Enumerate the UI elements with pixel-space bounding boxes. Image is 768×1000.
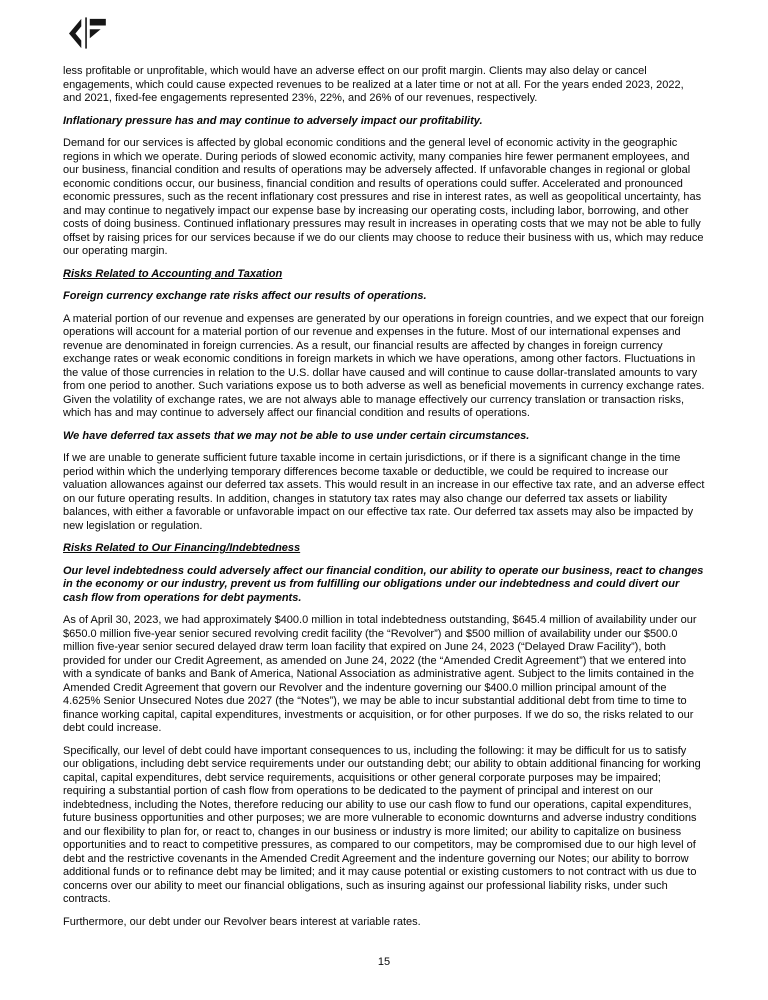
paragraph-foreign-currency: A material portion of our revenue and expenses are generated by our operations in foreign countries, and we expect that our foreign operations will account for a material portion of our revenue and expenses in the future. Most of our international expenses and revenue are denominated in foreign currencies. As a result, our financial results are affected by changes in foreign currency exchange rates or weak economic conditions in foreign markets in which we have operations, among other factors. Fluctuations in the value of those currencies in relation to the U.S. dollar have caused and will continue to cause dollar-translated amounts to vary from one period to another. Such variations expose us to both adverse as well as beneficial movements in currency exchange rates. Given the volatility of exchange rates, we are not always able to manage effectively our currency translation or transaction risks, which has and may continue to adversely affect our financial condition and results of operations. [63,312,705,419]
heading-deferred-tax-assets: We have deferred tax assets that we may not be able to use under certain circumstances. [63,429,530,442]
paragraph-demand-for-services: Demand for our services is affected by global economic conditions and the general level of economic activity in the geographic regions in which we operate. During periods of slowed economic activity, many companies hire fewer permanent employees, and our business, financial condition and results of operations may be adversely affected. If unfavorable changes in regional or global economic conditions occur, our business, financial condition and results of operations could suffer. Accelerated and pronounced economic pressures, such as the recent inflationary cost pressures and rise in interest rates, as well as geopolitical uncertainty, has and may continue to negatively impact our expense base by increasing our operating costs, including labor, borrowing, and other costs of doing business. Continued inflationary pressures may result in increases in operating costs that we may not be able to fully offset by raising prices for our services because if we do our clients may choose to reduce their business with us, which may reduce our operating margin. [63,137,704,257]
paragraph-debt-consequences: Specifically, our level of debt could have important consequences to us, including the following: it may be difficult for us to satisfy our obligations, including debt service requirements under our outstanding debt; our ability to obtain additional financing for working capital, capital expenditures, debt service requirements, acquisitions or other general corporate purposes may be impaired; requiring a substantial portion of cash flow from operations to be dedicated to the payment of principal and interest on our indebtedness, including the Notes, therefore reducing our ability to use our cash flow to fund our operations, capital expenditures, future business opportunities and other purposes; we are more vulnerable to economic downturns and adverse industry conditions and our flexibility to plan for, or react to, changes in our business or industry is more limited; our ability to capitalize on business opportunities and to react to competitive pressures, as compared to our competitors, may be compromised due to our high level of debt and the restrictive covenants in the Amended Credit Agreement and the indenture governing our Notes; our ability to borrow additional funds or to refinance debt may be limited; and it may cause potential or existing customers to not contract with us due to concerns over our ability to meet our financial obligations, such as insuring against our professional liability risks, under such contracts. [63,744,701,905]
heading-foreign-currency-risks: Foreign currency exchange rate risks affect our results of operations. [63,290,427,302]
heading-level-of-indebtedness: Our level indebtedness could adversely affect our financial condition, our ability to operate our business, react to changes in the economy or our industry, prevent us from fulfilling our obligations under our indebtedness and could divert our cash flow from operations for debt payments. [63,564,704,604]
section-heading-financing-indebtedness: Risks Related to Our Financing/Indebtedness [63,542,301,554]
paragraph-deferred-tax: If we are unable to generate sufficient future taxable income in certain jurisdictions, or if there is a significant change in the time period within which the underlying temporary differences become taxable or deductible, we could be required to increase our valuation allowances against our deferred tax assets. This would result in an increase in our effective tax rate, and an adverse effect on our future operating results. In addition, changes in statutory tax rates may also change our deferred tax assets or liability balances, with either a favorable or unfavorable impact on our effective tax rate. Our deferred tax assets may also be impacted by new legislation or regulation. [63,452,705,532]
page-number: 15 [377,956,391,968]
document-body [63,65,705,929]
page-header [63,16,705,50]
section-heading-accounting-taxation: Risks Related to Accounting and Taxation [63,267,283,280]
paragraph-indebtedness-outstanding: As of April 30, 2023, we had approximately $400.0 million in total indebtedness outstanding, $645.4 million of availability under our $650.0 million five-year senior secured revolving credit facility (the “Revolver”) and $500 million of availability under our $500.0 million five-year senior secured delayed draw term loan facility that expired on June 24, 2023 (“Delayed Draw Facility”), both provided for under our Credit Agreement, as amended on June 24, 2022 (the “Amended Credit Agreement”) that we entered into with a syndicate of banks and Bank of America, National Association as administrative agent. Subject to the limits contained in the Amended Credit Agreement that govern our Revolver and the indenture governing our $400.0 million principal amount of the 4.625% Senior Unsecured Notes due 2027 (the “Notes”), we may be able to incur substantial additional debt from time to time to finance working capital, capital expenditures, investments or acquisition, or for other purposes. If we do so, the risks related to our debt could increase. [63,614,697,734]
paragraph-revolver-variable-rates: Furthermore, our debt under our Revolver bears interest at variable rates. [63,915,421,928]
korn-ferry-logo-icon [63,16,109,50]
paragraph-fixed-fee-engagements: less profitable or unprofitable, which would have an adverse effect on our profit margin. Clients may also delay or cancel engagements, which could cause expected revenues to be realized at a later time or not at all. For the years ended 2023, 2022, and 2021, fixed-fee engagements represented 23%, 22%, and 26% of our revenues, respectively. [63,65,684,104]
heading-inflationary-pressure: Inflationary pressure has and may continue to adversely impact our profitability. [63,114,483,127]
